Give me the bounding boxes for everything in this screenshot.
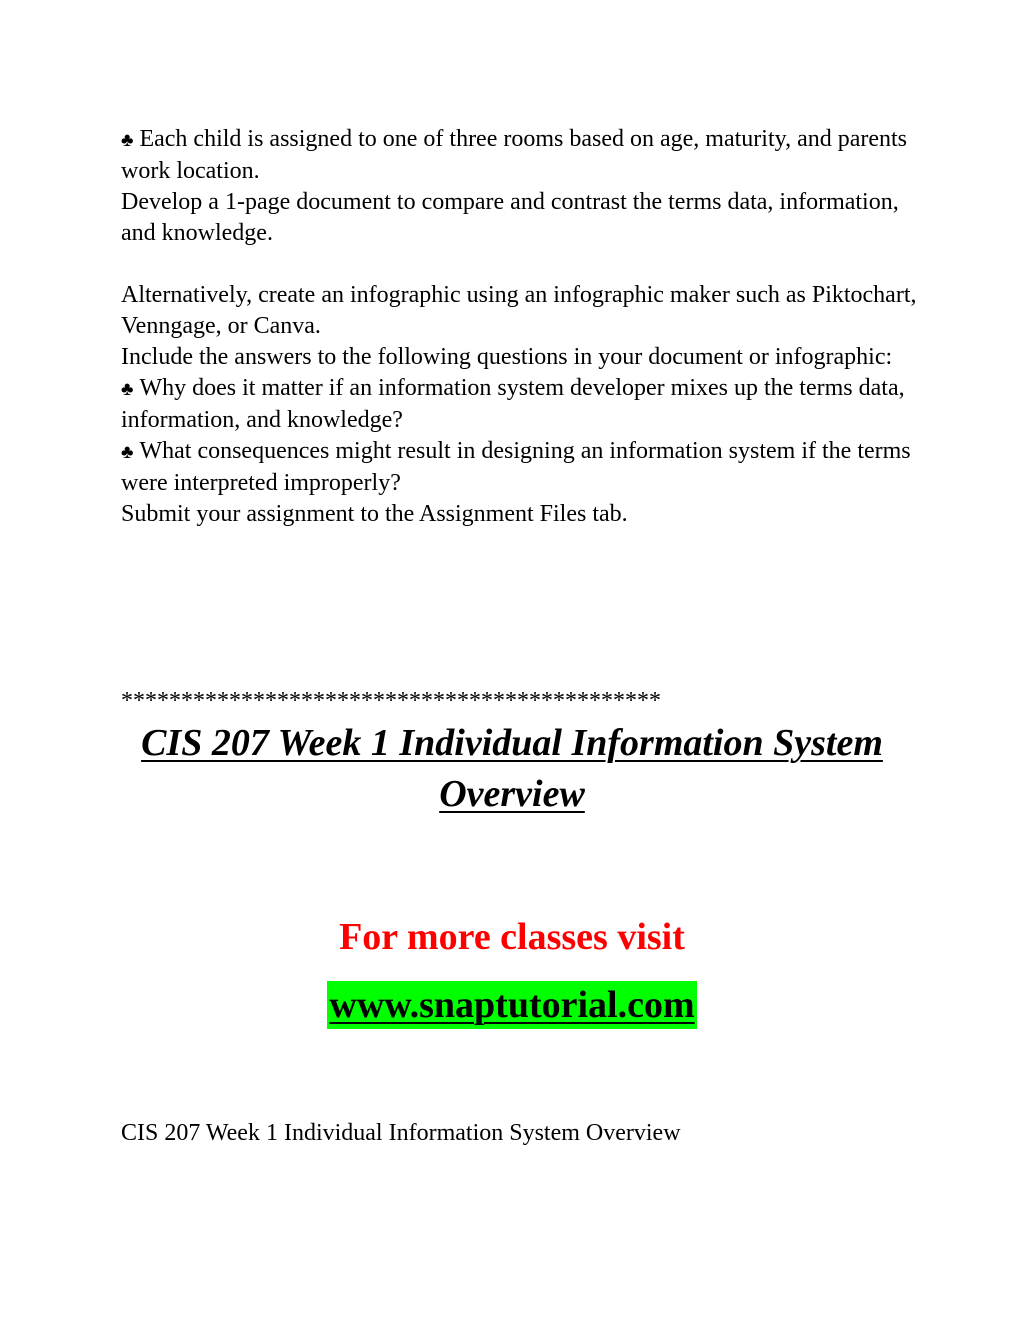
- bullet-item-rooms: [121, 124, 921, 187]
- promo-link-wrapper: [0, 981, 1024, 1029]
- question-text-2: What consequences might result in designing an information system if the terms were interpreted improperly?: [121, 438, 911, 496]
- club-bullet-icon: ♣: [121, 130, 134, 151]
- question-text-1: Why does it matter if an information system developer mixes up the terms data, information, and knowledge?: [121, 375, 905, 433]
- separator-stars: *********************************************: [121, 688, 661, 714]
- question-item-2: [121, 436, 921, 499]
- course-title-line: CIS 207 Week 1 Individual Information System Overview: [121, 1120, 681, 1146]
- club-bullet-icon: ♣: [121, 442, 134, 463]
- question-item-1: [121, 373, 921, 436]
- club-bullet-icon: ♣: [121, 379, 134, 400]
- assignment-body: [121, 124, 921, 530]
- alternative-instruction: Alternatively, create an infographic using an infographic maker such as Piktochart, Venngage, or Canva.: [121, 282, 917, 339]
- submit-instruction: Submit your assignment to the Assignment Files tab.: [121, 501, 628, 527]
- promo-heading: For more classes visit: [339, 916, 685, 958]
- page-title[interactable]: CIS 207 Week 1 Individual Information System Overview: [141, 722, 883, 815]
- bullet-text-rooms: Each child is assigned to one of three rooms based on age, maturity, and parents work location.: [121, 126, 908, 184]
- paragraph-gap: [121, 249, 921, 280]
- include-instruction: Include the answers to the following questions in your document or infographic:: [121, 344, 893, 370]
- website-link[interactable]: www.snaptutorial.com: [327, 981, 696, 1029]
- develop-instruction: Develop a 1-page document to compare and contrast the terms data, information, and knowledge.: [121, 189, 899, 246]
